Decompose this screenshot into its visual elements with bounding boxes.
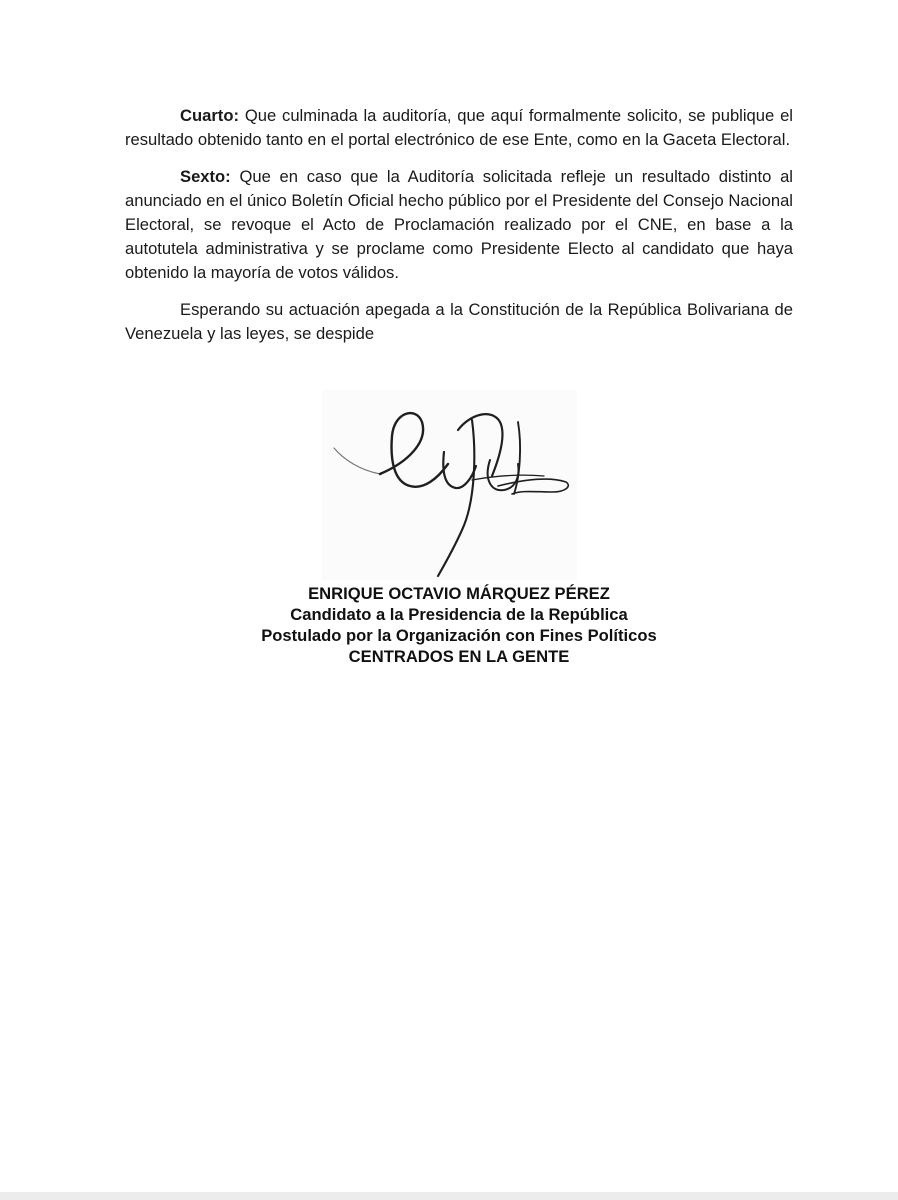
paragraph-sexto xyxy=(125,165,793,285)
paragraph-lead: Sexto: xyxy=(180,167,231,186)
handwritten-signature xyxy=(322,390,577,580)
signature-block xyxy=(125,583,793,667)
paragraph-cuarto xyxy=(125,104,793,152)
paragraph-text: Que culminada la auditoría, que aquí formalmente solicito, se publique el resultado obtenido tanto en el portal electrónico de ese Ente, como en la Gaceta Electoral. xyxy=(125,106,793,149)
signatory-role: Candidato a la Presidencia de la República xyxy=(290,605,628,624)
paragraph-text: Que en caso que la Auditoría solicitada refleje un resultado distinto al anunciado en el único Boletín Oficial hecho público por el Presidente del Consejo Nacional Electoral, se revoque el Acto de Proclamación realizado por el CNE, en base a la autotutela administrativa y se proclame como Presidente Electo al candidato que haya obtenido la mayoría de votos válidos. xyxy=(125,167,793,282)
paragraph-text: Esperando su actuación apegada a la Constitución de la República Bolivariana de Venezuela y las leyes, se despide xyxy=(125,300,793,343)
signature-icon xyxy=(322,390,577,580)
signatory-nomination: Postulado por la Organización con Fines Políticos xyxy=(261,626,657,645)
paragraph-lead: Cuarto: xyxy=(180,106,239,125)
letter-body xyxy=(125,104,793,359)
signatory-name: ENRIQUE OCTAVIO MÁRQUEZ PÉREZ xyxy=(308,584,610,603)
signatory-organization: CENTRADOS EN LA GENTE xyxy=(348,647,570,666)
paragraph-closing xyxy=(125,298,793,346)
